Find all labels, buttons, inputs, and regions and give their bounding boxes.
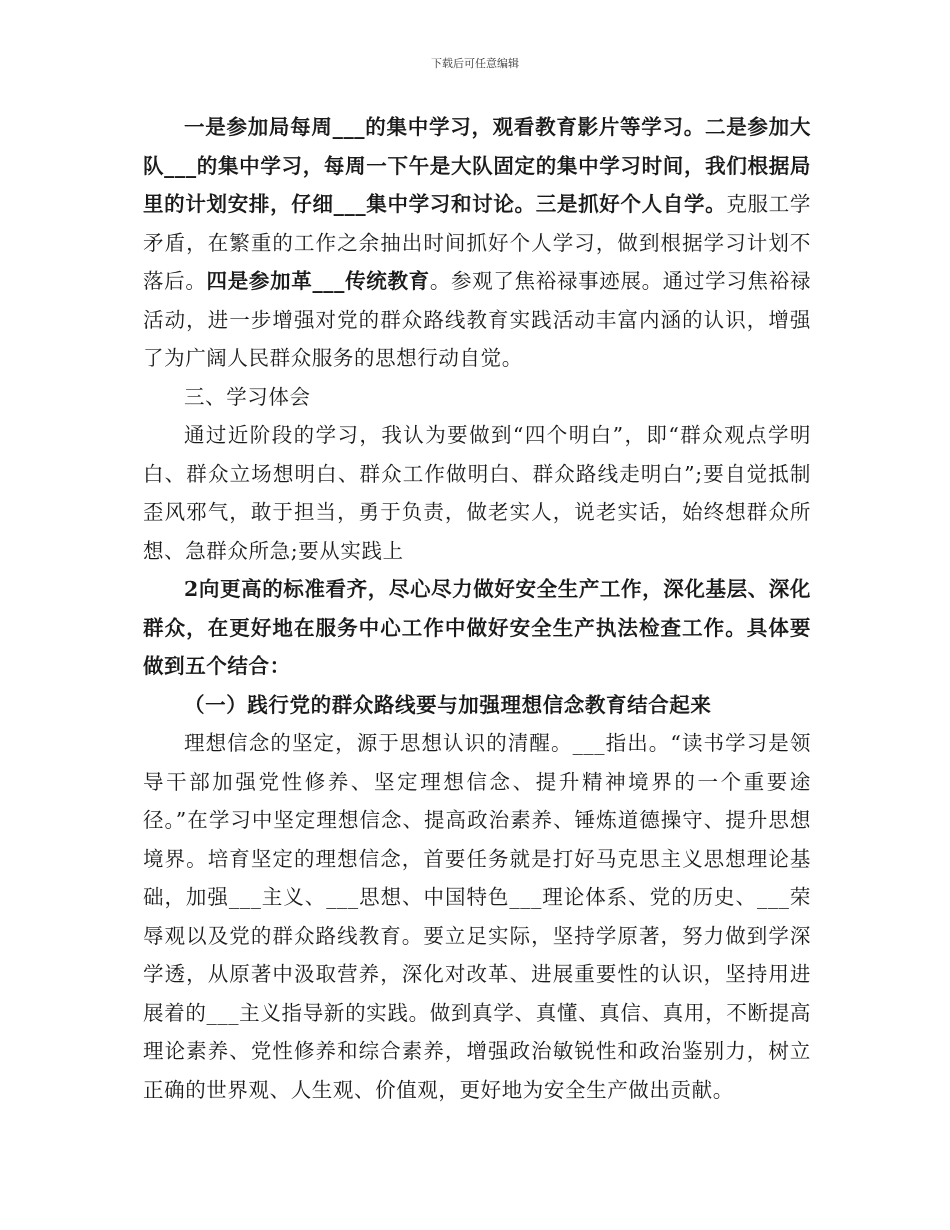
- document-body: [143, 108, 811, 1109]
- subsection-heading: （一）践行党的群众路线要与加强理想信念教育结合起来: [184, 692, 712, 717]
- paragraph-study-activities: [143, 108, 811, 378]
- bold-text: 一是参加局每周___的集中学习，观看教育影片等学习。二是参加大队___的集中学习，每周一下午是大队固定的集中学习时间，我们根据局里的计划安排，仔细___集中学习和讨论。三是抓好个人自学。: [143, 115, 811, 216]
- paragraph-study-insights: 通过近阶段的学习，我认为要做到“四个明白”，即“群众观点学明白、群众立场想明白、群众工作做明白、群众路线走明白”;要自觉抵制歪风邪气，敢于担当，勇于负责，做老实人，说老实话，始终想群众所想、急群众所急;要从实践上: [143, 423, 811, 563]
- normal-text: 克服工学矛盾，在繁重的工作之余抽出时间抓好个人学习，做到根据学习计划不落后。: [143, 192, 811, 293]
- paragraph-five-combinations: 2向更高的标准看齐，尽心尽力做好安全生产工作，深化基层、深化群众，在更好地在服务中心工作中做好安全生产执法检查工作。具体要做到五个结合：: [143, 577, 811, 678]
- paragraph-ideals-beliefs: 理想信念的坚定，源于思想认识的清醒。___指出。“读书学习是领导干部加强党性修养、坚定理想信念、提升精神境界的一个重要途径。”在学习中坚定理想信念、提高政治素养、锤炼道德操守、提升思想境界。培育坚定的理想信念，首要任务就是打好马克思主义思想理论基础，加强___主义、___思想、中国特色___理论体系、党的历史、___荣辱观以及党的群众路线教育。要立足实际，坚持学原著，努力做到学深学透，从原著中汲取营养，深化对改革、进展重要性的认识，坚持用进展着的___主义指导新的实践。做到真学、真懂、真信、真用，不断提高理论素养、党性修养和综合素养，增强政治敏锐性和政治鉴别力，树立正确的世界观、人生观、价值观，更好地为安全生产做出贡献。: [143, 731, 811, 1102]
- header-note: 下载后可任意编辑: [431, 57, 519, 70]
- section-heading: 三、学习体会: [184, 384, 311, 409]
- bold-text: 四是参加革___传统教育: [206, 269, 430, 293]
- normal-text: 。参观了焦裕禄事迹展。通过学习焦裕禄活动，进一步增强对党的群众路线教育实践活动丰富内涵的认识，增强了为广阔人民群众服务的思想行动自觉。: [143, 269, 811, 370]
